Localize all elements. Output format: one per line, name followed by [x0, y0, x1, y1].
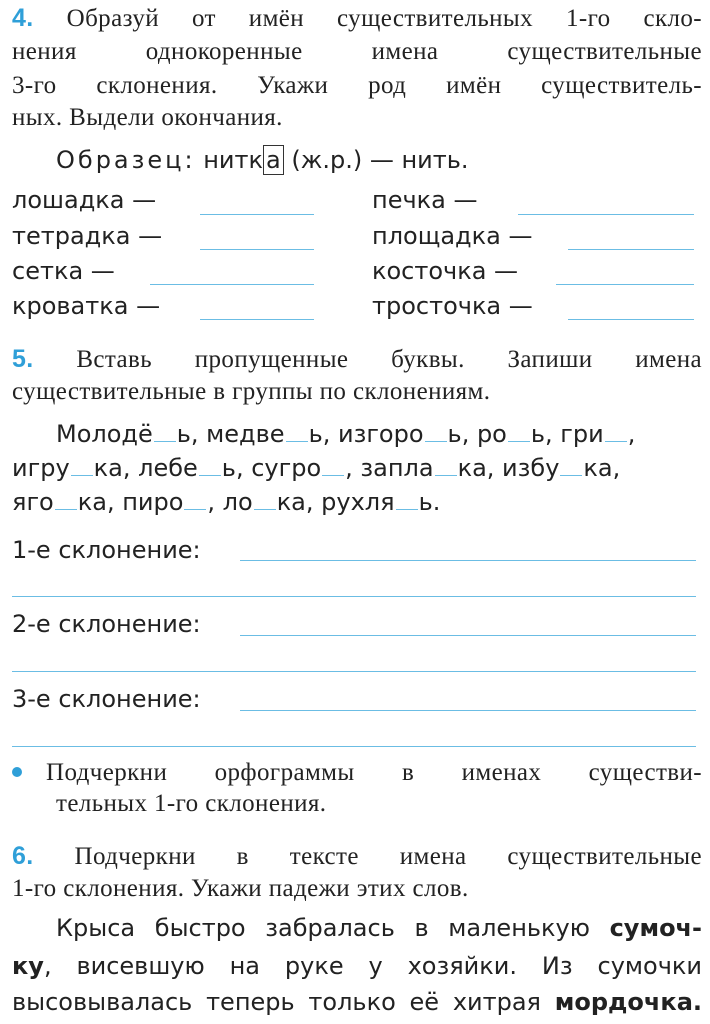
- task4-line1: [12, 4, 702, 33]
- letter-gap[interactable]: [154, 421, 176, 442]
- letter-gap[interactable]: [199, 455, 221, 476]
- word-fragment: яго: [12, 488, 54, 516]
- word-fragment: ь, изгоро: [308, 420, 424, 448]
- task5-number: 5.: [12, 345, 34, 373]
- word-right-3: косточка —: [372, 257, 519, 285]
- word-fragment: , ло: [207, 488, 253, 516]
- word-right-4: тросточка —: [372, 292, 533, 320]
- word-fragment: ,: [627, 420, 636, 448]
- task6-number: 6.: [12, 842, 34, 870]
- word-fragment: ка, рухля: [276, 488, 395, 516]
- story-bold-word: мордочка.: [554, 988, 702, 1016]
- answer-line[interactable]: [240, 710, 696, 711]
- task5-words-row3: [12, 488, 440, 516]
- bullet-icon: [12, 767, 22, 777]
- task5-line1: [12, 345, 702, 374]
- task4-line2: нения однокоренные имена существительные: [12, 38, 702, 65]
- word-fragment: ка, пиро: [77, 488, 184, 516]
- decl3-label: 3-е склонение:: [12, 685, 201, 713]
- word-fragment: ь, сугро: [221, 454, 322, 482]
- answer-blank[interactable]: [518, 194, 694, 215]
- task4-word-row: [372, 186, 477, 214]
- task6-line2: 1-го склонения. Укажи падежи этих слов.: [12, 875, 469, 902]
- sample-stem: нитк: [203, 146, 263, 174]
- word-fragment: ь, ро: [447, 420, 507, 448]
- answer-blank[interactable]: [200, 299, 314, 320]
- decl2-label: 2-е склонение:: [12, 610, 201, 638]
- answer-line[interactable]: [12, 746, 696, 747]
- story-bold-word: ку: [12, 952, 44, 980]
- word-fragment: ь, медве: [176, 420, 285, 448]
- bullet-task-line2: тельных 1-го склонения.: [56, 790, 327, 817]
- answer-blank[interactable]: [200, 229, 314, 250]
- word-fragment: , запла: [345, 454, 434, 482]
- story-text: , висевшую на руке у хозяйки. Из сумочки: [43, 952, 702, 980]
- task4-word-row: [12, 292, 160, 320]
- task5-line2: существительные в группы по склонениям.: [12, 378, 491, 405]
- letter-gap[interactable]: [560, 455, 582, 476]
- task6-text-line2: [12, 952, 702, 980]
- answer-line[interactable]: [240, 560, 696, 561]
- letter-gap[interactable]: [435, 455, 457, 476]
- word-left-1: лошадка —: [12, 186, 157, 214]
- letter-gap[interactable]: [254, 489, 276, 510]
- letter-gap[interactable]: [425, 421, 447, 442]
- word-fragment: ка,: [583, 454, 621, 482]
- answer-line[interactable]: [12, 671, 696, 672]
- sample-rest: (ж.р.) — нить.: [291, 146, 469, 174]
- answer-blank[interactable]: [150, 264, 314, 285]
- letter-gap[interactable]: [322, 455, 344, 476]
- word-fragment: ь.: [418, 488, 441, 516]
- letter-gap[interactable]: [71, 455, 93, 476]
- task4-word-row: [372, 292, 533, 320]
- task6-text-line1: [56, 914, 702, 942]
- task5-words-row1: [56, 420, 635, 448]
- letter-gap[interactable]: [286, 421, 308, 442]
- task4-word-row: [372, 222, 532, 250]
- task6-line1-text: Подчеркни в тексте имена существительные: [74, 843, 702, 870]
- sample-label: Образец:: [56, 146, 196, 174]
- task5-line1-text: Вставь пропущенные буквы. Запиши имена: [76, 346, 702, 373]
- task6-line1: [12, 842, 702, 871]
- task4-line4: ных. Выдели окончания.: [12, 104, 283, 131]
- letter-gap[interactable]: [605, 421, 627, 442]
- task4-sample: [56, 146, 469, 174]
- story-text: высовывалась теперь только её хитрая: [12, 988, 555, 1016]
- task5-words-row2: [12, 454, 620, 482]
- word-left-4: кроватка —: [12, 292, 161, 320]
- sample-ending-box: а: [263, 145, 284, 175]
- word-fragment: Молодё: [56, 420, 153, 448]
- letter-gap[interactable]: [55, 489, 77, 510]
- story-text: Крыса быстро забралась в маленькую: [56, 914, 610, 942]
- answer-line[interactable]: [240, 635, 696, 636]
- task4-line3: 3-го склонения. Укажи род имён существитель-: [12, 72, 702, 99]
- story-bold-word: сумоч-: [609, 914, 702, 942]
- letter-gap[interactable]: [508, 421, 530, 442]
- word-fragment: ь, гри: [530, 420, 604, 448]
- word-left-3: сетка —: [12, 257, 115, 285]
- letter-gap[interactable]: [396, 489, 418, 510]
- answer-blank[interactable]: [200, 194, 314, 215]
- answer-line[interactable]: [12, 596, 696, 597]
- word-fragment: игру: [12, 454, 70, 482]
- decl1-label: 1-е склонение:: [12, 536, 201, 564]
- answer-blank[interactable]: [568, 229, 694, 250]
- word-fragment: ка, лебе: [93, 454, 198, 482]
- task4-line1-text: Образуй от имён существительных 1-го скло-: [66, 5, 703, 32]
- word-right-2: площадка —: [372, 222, 533, 250]
- task4-word-row: [12, 222, 162, 250]
- task4-word-row: [12, 257, 115, 285]
- task6-text-line3: [12, 988, 702, 1016]
- task4-word-row: [372, 257, 518, 285]
- bullet-task-line1: [12, 759, 702, 787]
- letter-gap[interactable]: [184, 489, 206, 510]
- answer-blank[interactable]: [568, 299, 694, 320]
- task4-number: 4.: [12, 4, 34, 32]
- word-left-2: тетрадка —: [12, 222, 163, 250]
- bullet-task-text: Подчеркни орфограммы в именах существи-: [46, 759, 702, 786]
- task4-word-row: [12, 186, 156, 214]
- word-right-1: печка —: [372, 186, 478, 214]
- answer-blank[interactable]: [556, 264, 694, 285]
- word-fragment: ка, избу: [457, 454, 560, 482]
